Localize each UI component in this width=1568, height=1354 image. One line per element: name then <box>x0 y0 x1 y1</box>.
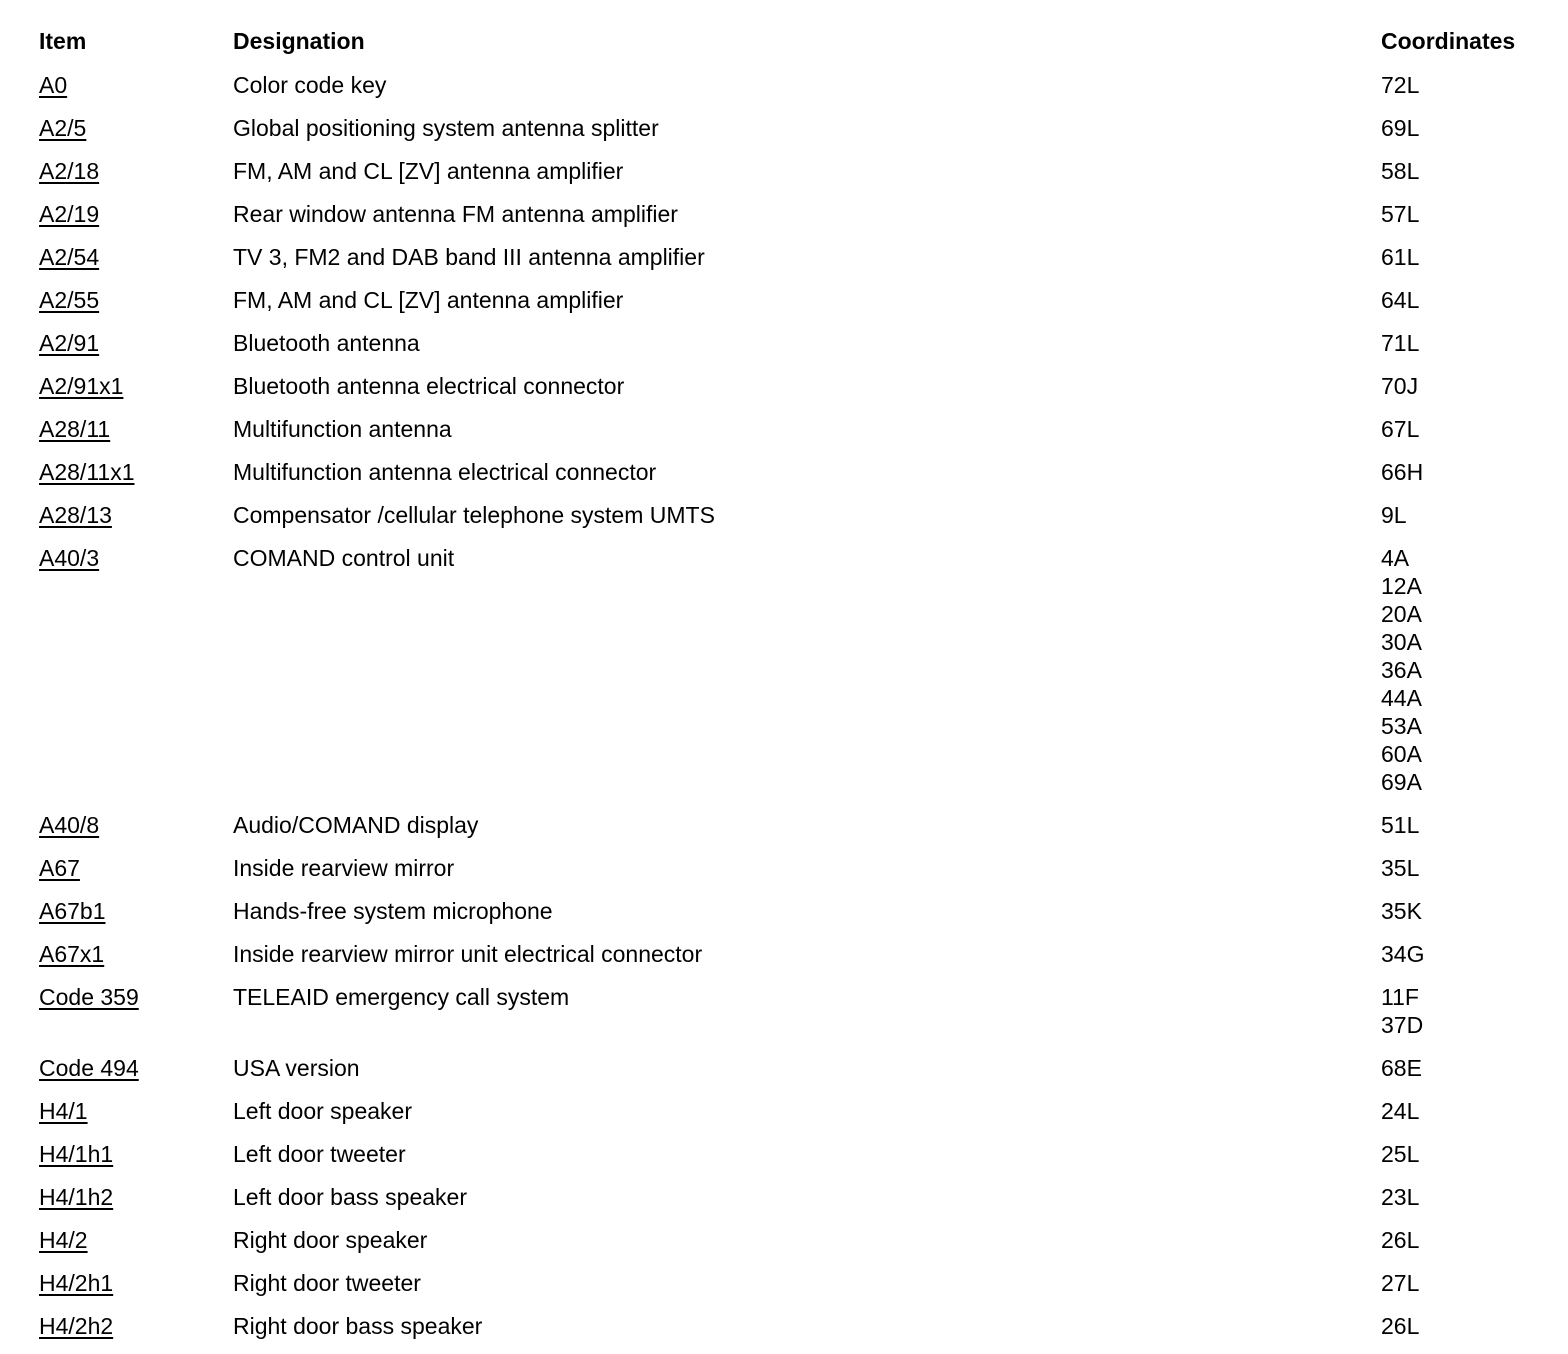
table-row <box>39 1180 1539 1223</box>
table-row <box>39 369 1539 412</box>
item-cell <box>39 1226 233 1254</box>
coordinates-cell <box>1381 940 1531 968</box>
item-link[interactable]: A28/11 <box>39 416 111 442</box>
table-row <box>39 937 1539 980</box>
coordinate-value: 23L <box>1381 1184 1420 1210</box>
table-row <box>39 808 1539 851</box>
coordinate-value: 72L <box>1381 72 1420 98</box>
item-cell <box>39 157 233 185</box>
designation-cell: FM, AM and CL [ZV] antenna amplifier <box>233 158 624 184</box>
designation-cell: COMAND control unit <box>233 545 455 571</box>
designation-cell: FM, AM and CL [ZV] antenna amplifier <box>233 287 624 313</box>
table-row <box>39 851 1539 894</box>
table-header-row <box>39 24 1539 68</box>
designation-cell: Multifunction antenna <box>233 416 452 442</box>
table-row <box>39 1223 1539 1266</box>
item-link[interactable]: H4/2 <box>39 1227 88 1253</box>
table-row <box>39 541 1539 808</box>
item-link[interactable]: A28/13 <box>39 502 112 528</box>
table-row <box>39 68 1539 111</box>
designation-cell: Right door tweeter <box>233 1270 421 1296</box>
coordinate-value: 35L <box>1381 855 1420 881</box>
designation-cell: Bluetooth antenna electrical connector <box>233 373 625 399</box>
designation-cell: Multifunction antenna electrical connector <box>233 459 657 485</box>
item-cell <box>39 286 233 314</box>
coordinates-cell <box>1381 1312 1531 1340</box>
item-cell <box>39 897 233 925</box>
coordinate-value: 27L <box>1381 1270 1420 1296</box>
item-link[interactable]: H4/2h2 <box>39 1313 114 1339</box>
item-cell <box>39 1140 233 1168</box>
coordinate-value: 61L <box>1381 244 1420 270</box>
table-row <box>39 1309 1539 1352</box>
component-legend-table <box>39 24 1539 1352</box>
item-link[interactable]: A2/5 <box>39 115 87 141</box>
coordinate-value: 57L <box>1381 201 1420 227</box>
designation-cell: Left door speaker <box>233 1098 413 1124</box>
coordinate-value: 26L <box>1381 1313 1420 1339</box>
coordinates-cell <box>1381 1054 1531 1082</box>
coordinate-value: 24L <box>1381 1098 1420 1124</box>
designation-cell: Bluetooth antenna <box>233 330 420 356</box>
coordinates-column-header: Coordinates <box>1381 28 1516 54</box>
coordinate-value: 20A <box>1381 601 1422 627</box>
item-cell <box>39 243 233 271</box>
coordinates-cell <box>1381 854 1531 882</box>
item-link[interactable]: Code 494 <box>39 1055 139 1081</box>
coordinates-cell <box>1381 286 1531 314</box>
item-link[interactable]: H4/1h2 <box>39 1184 114 1210</box>
designation-cell: Color code key <box>233 72 387 98</box>
designation-cell: Compensator /cellular telephone system UMTS <box>233 502 715 528</box>
coordinates-cell <box>1381 372 1531 400</box>
item-link[interactable]: A67x1 <box>39 941 105 967</box>
designation-cell: Rear window antenna FM antenna amplifier <box>233 201 678 227</box>
item-link[interactable]: A0 <box>39 72 68 98</box>
designation-column-header: Designation <box>233 28 365 54</box>
item-link[interactable]: A2/19 <box>39 201 100 227</box>
item-link[interactable]: A67 <box>39 855 80 881</box>
item-link[interactable]: H4/2h1 <box>39 1270 114 1296</box>
table-row <box>39 1094 1539 1137</box>
designation-cell: Inside rearview mirror unit electrical connector <box>233 941 703 967</box>
item-cell <box>39 1269 233 1297</box>
coordinates-cell <box>1381 544 1531 796</box>
coordinates-cell <box>1381 458 1531 486</box>
table-row <box>39 412 1539 455</box>
coordinate-value: 25L <box>1381 1141 1420 1167</box>
designation-cell: Global positioning system antenna splitter <box>233 115 659 141</box>
item-link[interactable]: A2/18 <box>39 158 100 184</box>
coordinates-cell <box>1381 329 1531 357</box>
coordinate-value: 60A <box>1381 741 1422 767</box>
item-cell <box>39 458 233 486</box>
coordinates-cell <box>1381 1097 1531 1125</box>
designation-cell: Right door speaker <box>233 1227 428 1253</box>
coordinate-value: 34G <box>1381 941 1425 967</box>
coordinates-cell <box>1381 114 1531 142</box>
item-cell <box>39 501 233 529</box>
item-link[interactable]: A2/91 <box>39 330 100 356</box>
item-link[interactable]: A2/55 <box>39 287 100 313</box>
item-link[interactable]: A2/91x1 <box>39 373 124 399</box>
designation-cell: Right door bass speaker <box>233 1313 483 1339</box>
coordinate-value: 51L <box>1381 812 1420 838</box>
coordinate-value: 35K <box>1381 898 1422 924</box>
coordinate-value: 67L <box>1381 416 1420 442</box>
coordinate-value: 71L <box>1381 330 1420 356</box>
coordinates-cell <box>1381 71 1531 99</box>
table-body <box>39 68 1539 1352</box>
coordinate-value: 44A <box>1381 685 1422 711</box>
item-cell <box>39 1097 233 1125</box>
item-cell <box>39 983 233 1011</box>
coordinates-cell <box>1381 1183 1531 1211</box>
coordinates-cell <box>1381 983 1531 1039</box>
designation-cell: Hands-free system microphone <box>233 898 553 924</box>
item-cell <box>39 854 233 882</box>
table-row <box>39 498 1539 541</box>
coordinate-value: 53A <box>1381 713 1422 739</box>
designation-cell: Left door bass speaker <box>233 1184 467 1210</box>
designation-cell: TELEAID emergency call system <box>233 984 570 1010</box>
coordinate-value: 12A <box>1381 573 1422 599</box>
coordinate-value: 69L <box>1381 115 1420 141</box>
coordinate-value: 37D <box>1381 1012 1424 1038</box>
coordinates-cell <box>1381 157 1531 185</box>
table-row <box>39 1137 1539 1180</box>
coordinates-cell <box>1381 1226 1531 1254</box>
item-link[interactable]: A40/3 <box>39 545 100 571</box>
coordinate-value: 4A <box>1381 545 1410 571</box>
coordinates-cell <box>1381 200 1531 228</box>
table-row <box>39 1051 1539 1094</box>
table-row <box>39 326 1539 369</box>
item-cell <box>39 372 233 400</box>
item-cell <box>39 1183 233 1211</box>
coordinate-value: 26L <box>1381 1227 1420 1253</box>
coordinate-value: 36A <box>1381 657 1422 683</box>
item-cell <box>39 415 233 443</box>
item-cell <box>39 71 233 99</box>
designation-cell: USA version <box>233 1055 360 1081</box>
item-column-header: Item <box>39 28 87 54</box>
coordinates-cell <box>1381 243 1531 271</box>
coordinate-value: 70J <box>1381 373 1419 399</box>
coordinate-value: 69A <box>1381 769 1422 795</box>
table-row <box>39 1266 1539 1309</box>
table-row <box>39 283 1539 326</box>
item-link[interactable]: A2/54 <box>39 244 100 270</box>
table-row <box>39 154 1539 197</box>
item-link[interactable]: A28/11x1 <box>39 459 135 485</box>
designation-cell: Left door tweeter <box>233 1141 406 1167</box>
item-cell <box>39 1054 233 1082</box>
table-row <box>39 455 1539 498</box>
coordinates-cell <box>1381 1140 1531 1168</box>
coordinate-value: 66H <box>1381 459 1424 485</box>
table-row <box>39 894 1539 937</box>
coordinates-cell <box>1381 897 1531 925</box>
item-cell <box>39 200 233 228</box>
table-row <box>39 980 1539 1051</box>
designation-cell: Inside rearview mirror <box>233 855 455 881</box>
designation-cell: TV 3, FM2 and DAB band III antenna amplifier <box>233 244 705 270</box>
coordinate-value: 30A <box>1381 629 1422 655</box>
coordinates-cell <box>1381 501 1531 529</box>
coordinates-cell <box>1381 811 1531 839</box>
item-cell <box>39 544 233 572</box>
item-link[interactable]: A67b1 <box>39 898 106 924</box>
table-row <box>39 111 1539 154</box>
coordinate-value: 64L <box>1381 287 1420 313</box>
item-cell <box>39 329 233 357</box>
item-link[interactable]: H4/1 <box>39 1098 88 1124</box>
item-cell <box>39 940 233 968</box>
coordinate-value: 9L <box>1381 502 1407 528</box>
item-link[interactable]: H4/1h1 <box>39 1141 114 1167</box>
table-row <box>39 240 1539 283</box>
table-row <box>39 197 1539 240</box>
designation-cell: Audio/COMAND display <box>233 812 479 838</box>
coordinate-value: 11F <box>1381 984 1419 1010</box>
coordinate-value: 68E <box>1381 1055 1422 1081</box>
coordinate-value: 58L <box>1381 158 1420 184</box>
item-cell <box>39 811 233 839</box>
item-link[interactable]: A40/8 <box>39 812 100 838</box>
item-cell <box>39 1312 233 1340</box>
item-cell <box>39 114 233 142</box>
coordinates-cell <box>1381 415 1531 443</box>
coordinates-cell <box>1381 1269 1531 1297</box>
item-link[interactable]: Code 359 <box>39 984 139 1010</box>
